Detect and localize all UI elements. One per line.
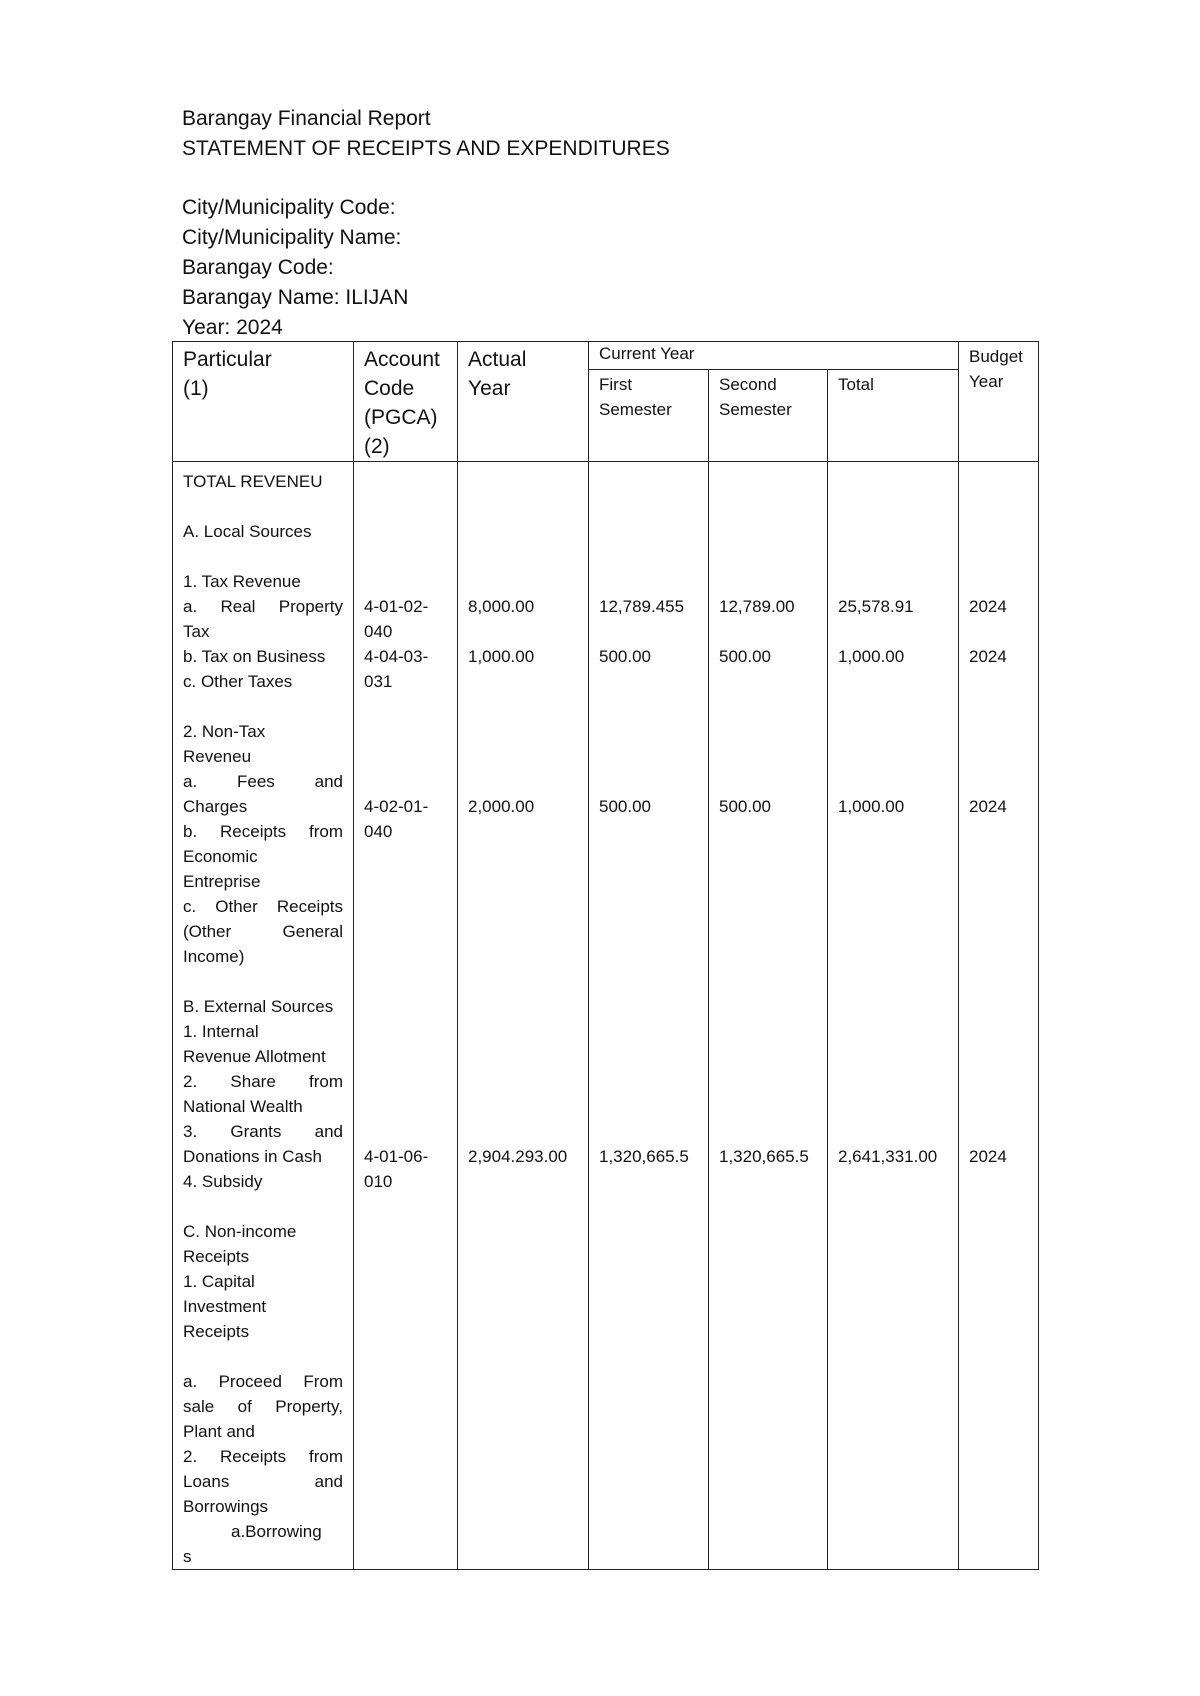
total-line <box>838 669 948 694</box>
first-semester-line <box>599 1119 698 1144</box>
first-semester-line <box>599 969 698 994</box>
actual-year-line <box>468 1019 578 1044</box>
account-code-column <box>354 462 458 1570</box>
account-code-line <box>364 944 447 969</box>
total-line <box>838 919 948 944</box>
particular-line: Borrowings <box>183 1497 269 1516</box>
account-code-line <box>364 1044 447 1069</box>
account-code-line <box>364 569 447 594</box>
header-text: (2) <box>364 435 390 458</box>
account-code-line <box>364 519 447 544</box>
second-semester-line: 500.00 <box>719 647 771 666</box>
actual-year-line <box>468 494 578 519</box>
report-subtitle: STATEMENT OF RECEIPTS AND EXPENDITURES <box>182 137 670 160</box>
total-line <box>838 1119 948 1144</box>
second-semester-line <box>719 744 817 769</box>
particular-line: a. Fees and <box>183 772 343 791</box>
year-label: Year: 2024 <box>182 316 283 339</box>
budget-year-line <box>969 494 1028 519</box>
header-text: Year <box>969 372 1004 391</box>
second-semester-line <box>719 894 817 919</box>
second-semester-line <box>719 694 817 719</box>
header-spacer <box>182 164 670 193</box>
first-semester-line <box>599 769 698 794</box>
header-text: Year <box>468 377 511 400</box>
budget-year-column <box>959 462 1039 1570</box>
particular-line: sale of Property, <box>183 1397 343 1416</box>
second-semester-line <box>719 869 817 894</box>
actual-year-line: 8,000.00 <box>468 597 535 616</box>
particular-line: C. Non-income <box>183 1222 297 1241</box>
total-line <box>838 969 948 994</box>
total-line: 1,000.00 <box>838 647 905 666</box>
first-semester-line <box>599 544 698 569</box>
budget-year-line <box>969 969 1028 994</box>
actual-year-line <box>468 669 578 694</box>
particular-line <box>183 494 343 519</box>
particular-line: Revenue Allotment <box>183 1047 326 1066</box>
account-code-line <box>364 869 447 894</box>
budget-year-line <box>969 769 1028 794</box>
first-semester-line <box>599 944 698 969</box>
budget-year-line <box>969 719 1028 744</box>
second-semester-line <box>719 819 817 844</box>
header-text: Budget <box>969 347 1023 366</box>
particular-line: a.Borrowing <box>231 1522 322 1541</box>
header-text: (PGCA) <box>364 406 438 429</box>
second-semester-line <box>719 769 817 794</box>
account-code-line <box>364 494 447 519</box>
total-line <box>838 494 948 519</box>
actual-year-line <box>468 719 578 744</box>
header-text: Semester <box>719 399 792 419</box>
particular-line: National Wealth <box>183 1097 303 1116</box>
barangay-code-label: Barangay Code: <box>182 256 334 279</box>
actual-year-line <box>468 1094 578 1119</box>
header-text: Second <box>719 374 777 394</box>
first-semester-line <box>599 994 698 1019</box>
col-header-current-year: Current Year <box>589 342 959 370</box>
total-line <box>838 619 948 644</box>
first-semester-line <box>599 1094 698 1119</box>
first-semester-line <box>599 569 698 594</box>
budget-year-line: 2024 <box>969 797 1007 816</box>
first-semester-line: 1,320,665.5 <box>599 1147 689 1166</box>
first-semester-line <box>599 744 698 769</box>
budget-year-line <box>969 869 1028 894</box>
budget-year-line: 2024 <box>969 597 1007 616</box>
particular-line: Economic <box>183 847 258 866</box>
budget-year-line <box>969 744 1028 769</box>
second-semester-line <box>719 919 817 944</box>
actual-year-line <box>468 469 578 494</box>
budget-year-line <box>969 669 1028 694</box>
total-line <box>838 944 948 969</box>
particular-line: 1. Tax Revenue <box>183 572 301 591</box>
budget-year-line: 2024 <box>969 1147 1007 1166</box>
header-text: Total <box>838 374 874 394</box>
second-semester-line <box>719 969 817 994</box>
particular-line: Income) <box>183 947 245 966</box>
second-semester-line <box>719 1069 817 1094</box>
total-line <box>838 694 948 719</box>
actual-year-line <box>468 894 578 919</box>
particular-line <box>183 969 343 994</box>
particular-line: a. Proceed From <box>183 1372 343 1391</box>
total-line: 2,641,331.00 <box>838 1147 938 1166</box>
particular-line: 3. Grants and <box>183 1122 343 1141</box>
actual-year-line <box>468 519 578 544</box>
actual-year-line <box>468 869 578 894</box>
particular-line: a. Real Property <box>183 597 343 616</box>
account-code-line: 4-02-01- <box>364 797 429 816</box>
budget-year-line <box>969 619 1028 644</box>
total-line <box>838 1069 948 1094</box>
col-header-total <box>828 369 959 461</box>
account-code-line <box>364 844 447 869</box>
actual-year-line <box>468 1119 578 1144</box>
account-code-line <box>364 719 447 744</box>
particular-line: 4. Subsidy <box>183 1172 263 1191</box>
particular-line <box>183 544 343 569</box>
city-code-label: City/Municipality Code: <box>182 196 396 219</box>
particular-line <box>183 1194 343 1219</box>
total-line <box>838 994 948 1019</box>
budget-year-line <box>969 694 1028 719</box>
total-line <box>838 1094 948 1119</box>
total-line <box>838 769 948 794</box>
particular-line: Reveneu <box>183 747 252 766</box>
total-line <box>838 844 948 869</box>
first-semester-line: 500.00 <box>599 797 651 816</box>
second-semester-line <box>719 1094 817 1119</box>
second-semester-line <box>719 569 817 594</box>
col-header-first-semester <box>589 369 709 461</box>
account-code-line: 040 <box>364 622 393 641</box>
second-semester-line: 12,789.00 <box>719 597 795 616</box>
actual-year-line <box>468 694 578 719</box>
actual-year-line <box>468 919 578 944</box>
actual-year-line <box>468 969 578 994</box>
actual-year-line <box>468 544 578 569</box>
report-header <box>182 104 670 343</box>
account-code-line <box>364 894 447 919</box>
budget-year-line <box>969 1069 1028 1094</box>
account-code-line: 4-01-06- <box>364 1147 429 1166</box>
total-line <box>838 569 948 594</box>
first-semester-line <box>599 869 698 894</box>
actual-year-line <box>468 994 578 1019</box>
actual-year-line <box>468 619 578 644</box>
particular-line: B. External Sources <box>183 997 334 1016</box>
budget-year-line <box>969 819 1028 844</box>
total-line <box>838 1019 948 1044</box>
particular-line: Donations in Cash <box>183 1147 322 1166</box>
particular-line: c. Other Taxes <box>183 672 293 691</box>
account-code-line <box>364 994 447 1019</box>
second-semester-line <box>719 469 817 494</box>
account-code-line <box>364 544 447 569</box>
first-semester-line <box>599 494 698 519</box>
particular-line: Investment <box>183 1297 267 1316</box>
account-code-line: 040 <box>364 822 393 841</box>
actual-year-line <box>468 1069 578 1094</box>
total-line <box>838 469 948 494</box>
first-semester-line <box>599 669 698 694</box>
header-text: (1) <box>183 377 209 400</box>
total-line <box>838 544 948 569</box>
particular-line: 2. Receipts from <box>183 1447 343 1466</box>
second-semester-column <box>709 462 828 1570</box>
budget-year-line <box>969 844 1028 869</box>
particular-line <box>183 1344 343 1369</box>
first-semester-line <box>599 1044 698 1069</box>
particular-line: Entreprise <box>183 872 261 891</box>
second-semester-line <box>719 519 817 544</box>
account-code-line: 4-01-02- <box>364 597 429 616</box>
particular-line: Loans and <box>183 1472 343 1491</box>
account-code-line <box>364 744 447 769</box>
total-line <box>838 744 948 769</box>
budget-year-line <box>969 1094 1028 1119</box>
particular-line: 1. Internal <box>183 1022 259 1041</box>
account-code-line <box>364 1069 447 1094</box>
header-text: Code <box>364 377 415 400</box>
budget-year-line <box>969 544 1028 569</box>
col-header-particular <box>173 342 354 462</box>
first-semester-line <box>599 1019 698 1044</box>
total-line: 1,000.00 <box>838 797 905 816</box>
receipts-expenditures-table <box>172 341 1039 1570</box>
second-semester-line <box>719 1119 817 1144</box>
account-code-line <box>364 694 447 719</box>
actual-year-line <box>468 844 578 869</box>
budget-year-line <box>969 519 1028 544</box>
first-semester-line <box>599 694 698 719</box>
budget-year-line <box>969 919 1028 944</box>
account-code-line: 031 <box>364 672 393 691</box>
actual-year-line: 2,000.00 <box>468 797 535 816</box>
particular-line: c. Other Receipts <box>183 897 343 916</box>
actual-year-line <box>468 744 578 769</box>
actual-year-line <box>468 569 578 594</box>
col-header-actual-year <box>458 342 589 462</box>
account-code-line <box>364 1094 447 1119</box>
particular-line: TOTAL REVENEU <box>183 472 323 491</box>
actual-year-line <box>468 1044 578 1069</box>
particular-line: 1. Capital <box>183 1272 255 1291</box>
actual-year-line: 1,000.00 <box>468 647 535 666</box>
total-line <box>838 719 948 744</box>
header-text: Actual <box>468 348 527 371</box>
particular-line: Tax <box>183 622 210 641</box>
second-semester-line <box>719 544 817 569</box>
particular-line: Charges <box>183 797 248 816</box>
actual-year-line: 2,904.293.00 <box>468 1147 568 1166</box>
particular-line: Plant and <box>183 1422 255 1441</box>
first-semester-line <box>599 894 698 919</box>
first-semester-line <box>599 819 698 844</box>
first-semester-column <box>589 462 709 1570</box>
actual-year-line <box>468 769 578 794</box>
particular-line: b. Tax on Business <box>183 647 326 666</box>
first-semester-line <box>599 619 698 644</box>
col-header-budget-year <box>959 342 1039 462</box>
budget-year-line <box>969 1119 1028 1144</box>
particular-line: b. Receipts from <box>183 822 343 841</box>
budget-year-line <box>969 994 1028 1019</box>
particular-line: Receipts <box>183 1247 250 1266</box>
barangay-name-label: Barangay Name: ILIJAN <box>182 286 409 309</box>
first-semester-line <box>599 719 698 744</box>
account-code-line <box>364 769 447 794</box>
account-code-line <box>364 469 447 494</box>
particular-line: (Other General <box>183 922 343 941</box>
actual-year-line <box>468 944 578 969</box>
account-code-line <box>364 1019 447 1044</box>
budget-year-line <box>969 1044 1028 1069</box>
second-semester-line: 1,320,665.5 <box>719 1147 809 1166</box>
col-header-account-code <box>354 342 458 462</box>
total-line <box>838 894 948 919</box>
first-semester-line <box>599 469 698 494</box>
first-semester-line <box>599 519 698 544</box>
total-line <box>838 819 948 844</box>
particular-line: 2. Non-Tax <box>183 722 266 741</box>
budget-year-line <box>969 944 1028 969</box>
total-line: 25,578.91 <box>838 597 914 616</box>
total-line <box>838 869 948 894</box>
total-line <box>838 519 948 544</box>
account-code-line: 4-04-03- <box>364 647 429 666</box>
first-semester-line <box>599 1069 698 1094</box>
total-line <box>838 1044 948 1069</box>
particular-line: s <box>183 1547 192 1566</box>
first-semester-line: 500.00 <box>599 647 651 666</box>
second-semester-line <box>719 494 817 519</box>
actual-year-line <box>468 819 578 844</box>
budget-year-line <box>969 469 1028 494</box>
header-text: Account <box>364 348 440 371</box>
city-name-label: City/Municipality Name: <box>182 226 402 249</box>
budget-year-line: 2024 <box>969 647 1007 666</box>
account-code-line <box>364 969 447 994</box>
particular-line: A. Local Sources <box>183 522 312 541</box>
total-column <box>828 462 959 1570</box>
first-semester-line <box>599 919 698 944</box>
first-semester-line: 12,789.455 <box>599 597 685 616</box>
second-semester-line <box>719 669 817 694</box>
actual-year-column <box>458 462 589 1570</box>
particular-line: 2. Share from <box>183 1072 343 1091</box>
account-code-line <box>364 919 447 944</box>
header-text: First <box>599 374 633 394</box>
header-text: Semester <box>599 399 672 419</box>
second-semester-line <box>719 1019 817 1044</box>
col-header-second-semester <box>709 369 828 461</box>
second-semester-line <box>719 844 817 869</box>
account-code-line: 010 <box>364 1172 393 1191</box>
account-code-line <box>364 1119 447 1144</box>
second-semester-line <box>719 719 817 744</box>
report-title: Barangay Financial Report <box>182 107 431 130</box>
second-semester-line: 500.00 <box>719 797 771 816</box>
budget-year-line <box>969 1019 1028 1044</box>
second-semester-line <box>719 944 817 969</box>
second-semester-line <box>719 619 817 644</box>
first-semester-line <box>599 844 698 869</box>
budget-year-line <box>969 569 1028 594</box>
second-semester-line <box>719 1044 817 1069</box>
budget-year-line <box>969 894 1028 919</box>
particular-line: Receipts <box>183 1322 250 1341</box>
particular-line <box>183 694 343 719</box>
header-text: Particular <box>183 348 272 371</box>
particulars-column <box>173 462 354 1570</box>
second-semester-line <box>719 994 817 1019</box>
